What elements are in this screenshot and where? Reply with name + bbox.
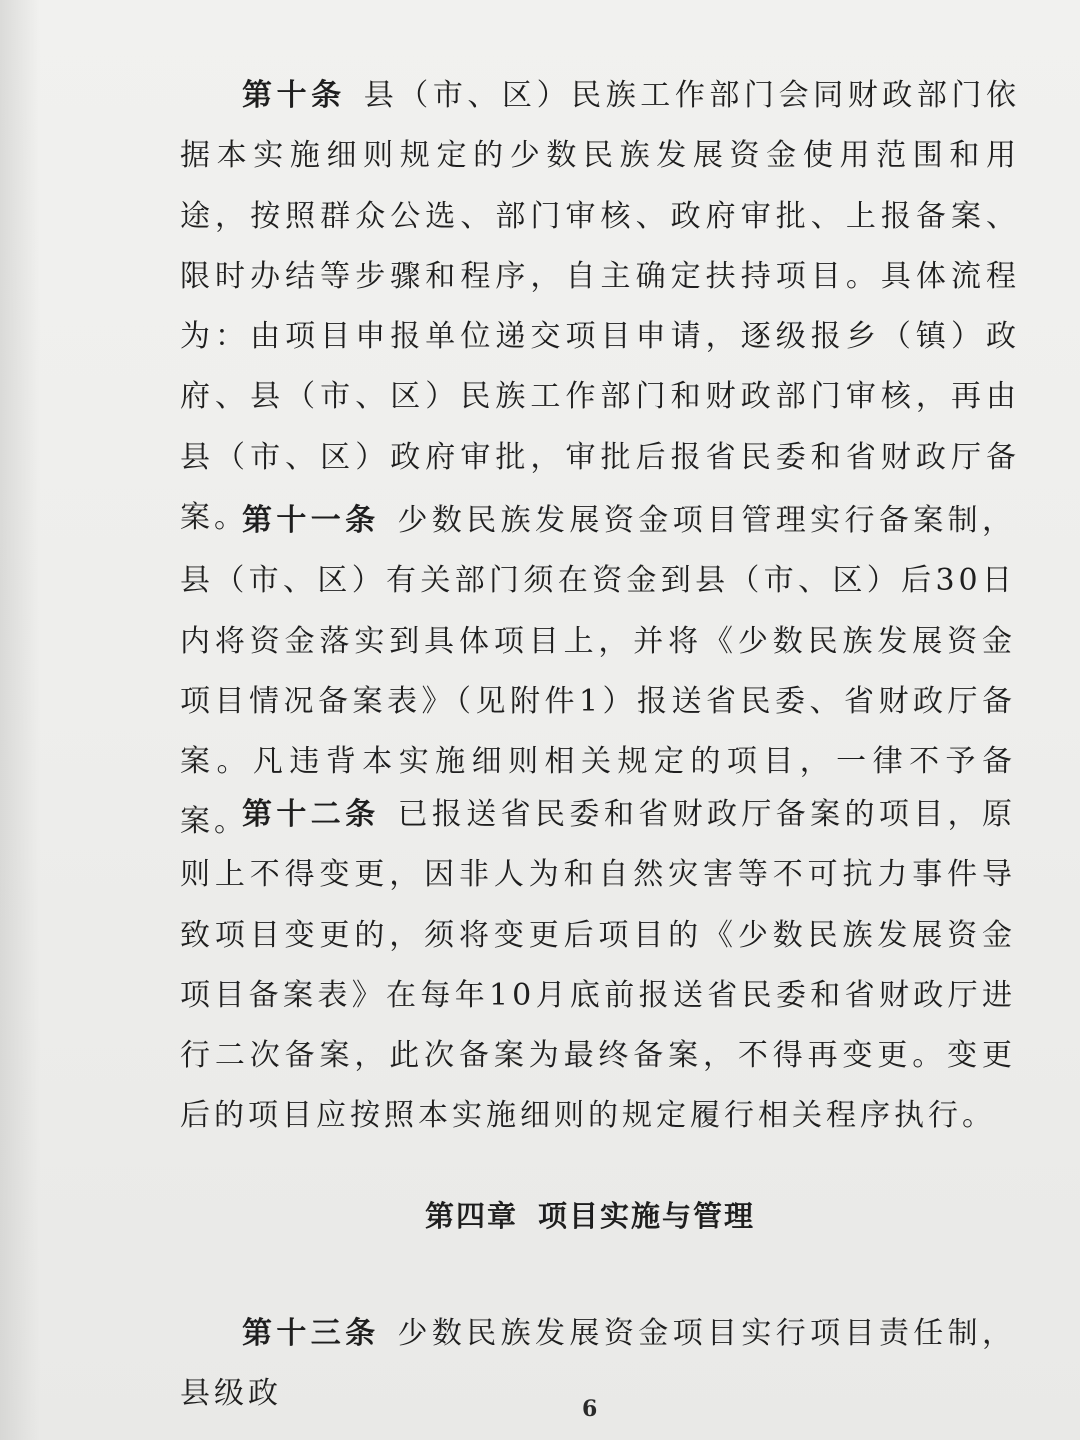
article-body: 县（市、区）民族工作部门会同财政部门依据本实施细则规定的少数民族发展资金使用范围和用途，按照群众公选、部门审核、政府审批、上报备案、限时办结等步骤和程序，自主确定扶持项目。具体流程为：由项目申报单位递交项目申请，逐级报乡（镇）政府、县（市、区）民族工作部门和财政部门审核，再由县（市、区）政府审批，审批后报省民委和省财政厅备案。	[180, 78, 1021, 536]
article-heading: 第十一条	[242, 503, 380, 538]
chapter-heading	[0, 1194, 1080, 1235]
chapter-title-text: 项目实施与管理	[538, 1199, 756, 1233]
article-12	[180, 785, 1016, 1147]
article-heading: 第十三条	[242, 1316, 380, 1351]
page-number: 6	[582, 1396, 598, 1422]
article-heading: 第十二条	[242, 797, 380, 832]
article-body: 少数民族发展资金项目管理实行备案制，县（市、区）有关部门须在资金到县（市、区）后30日内将资金落实到具体项目上，并将《少数民族发展资金项目情况备案表》（见附件1）报送省民委、省财政厅备案。凡违背本实施细则相关规定的项目，一律不予备案。	[180, 503, 1017, 840]
article-heading: 第十条	[242, 78, 346, 113]
article-10	[180, 66, 1020, 548]
article-body: 已报送省民委和省财政厅备案的项目，原则上不得变更，因非人为和自然灾害等不可抗力事件导致项目变更的，须将变更后项目的《少数民族发展资金项目备案表》在每年10月底前报送省民委和省财政厅进行二次备案，此次备案为最终备案，不得再变更。变更后的项目应按照本实施细则的规定履行相关程序执行。	[180, 797, 1017, 1134]
chapter-number: 第四章	[424, 1199, 518, 1233]
article-13	[180, 1304, 1016, 1425]
article-body: 少数民族发展资金项目实行项目责任制，县级政	[180, 1316, 1017, 1412]
